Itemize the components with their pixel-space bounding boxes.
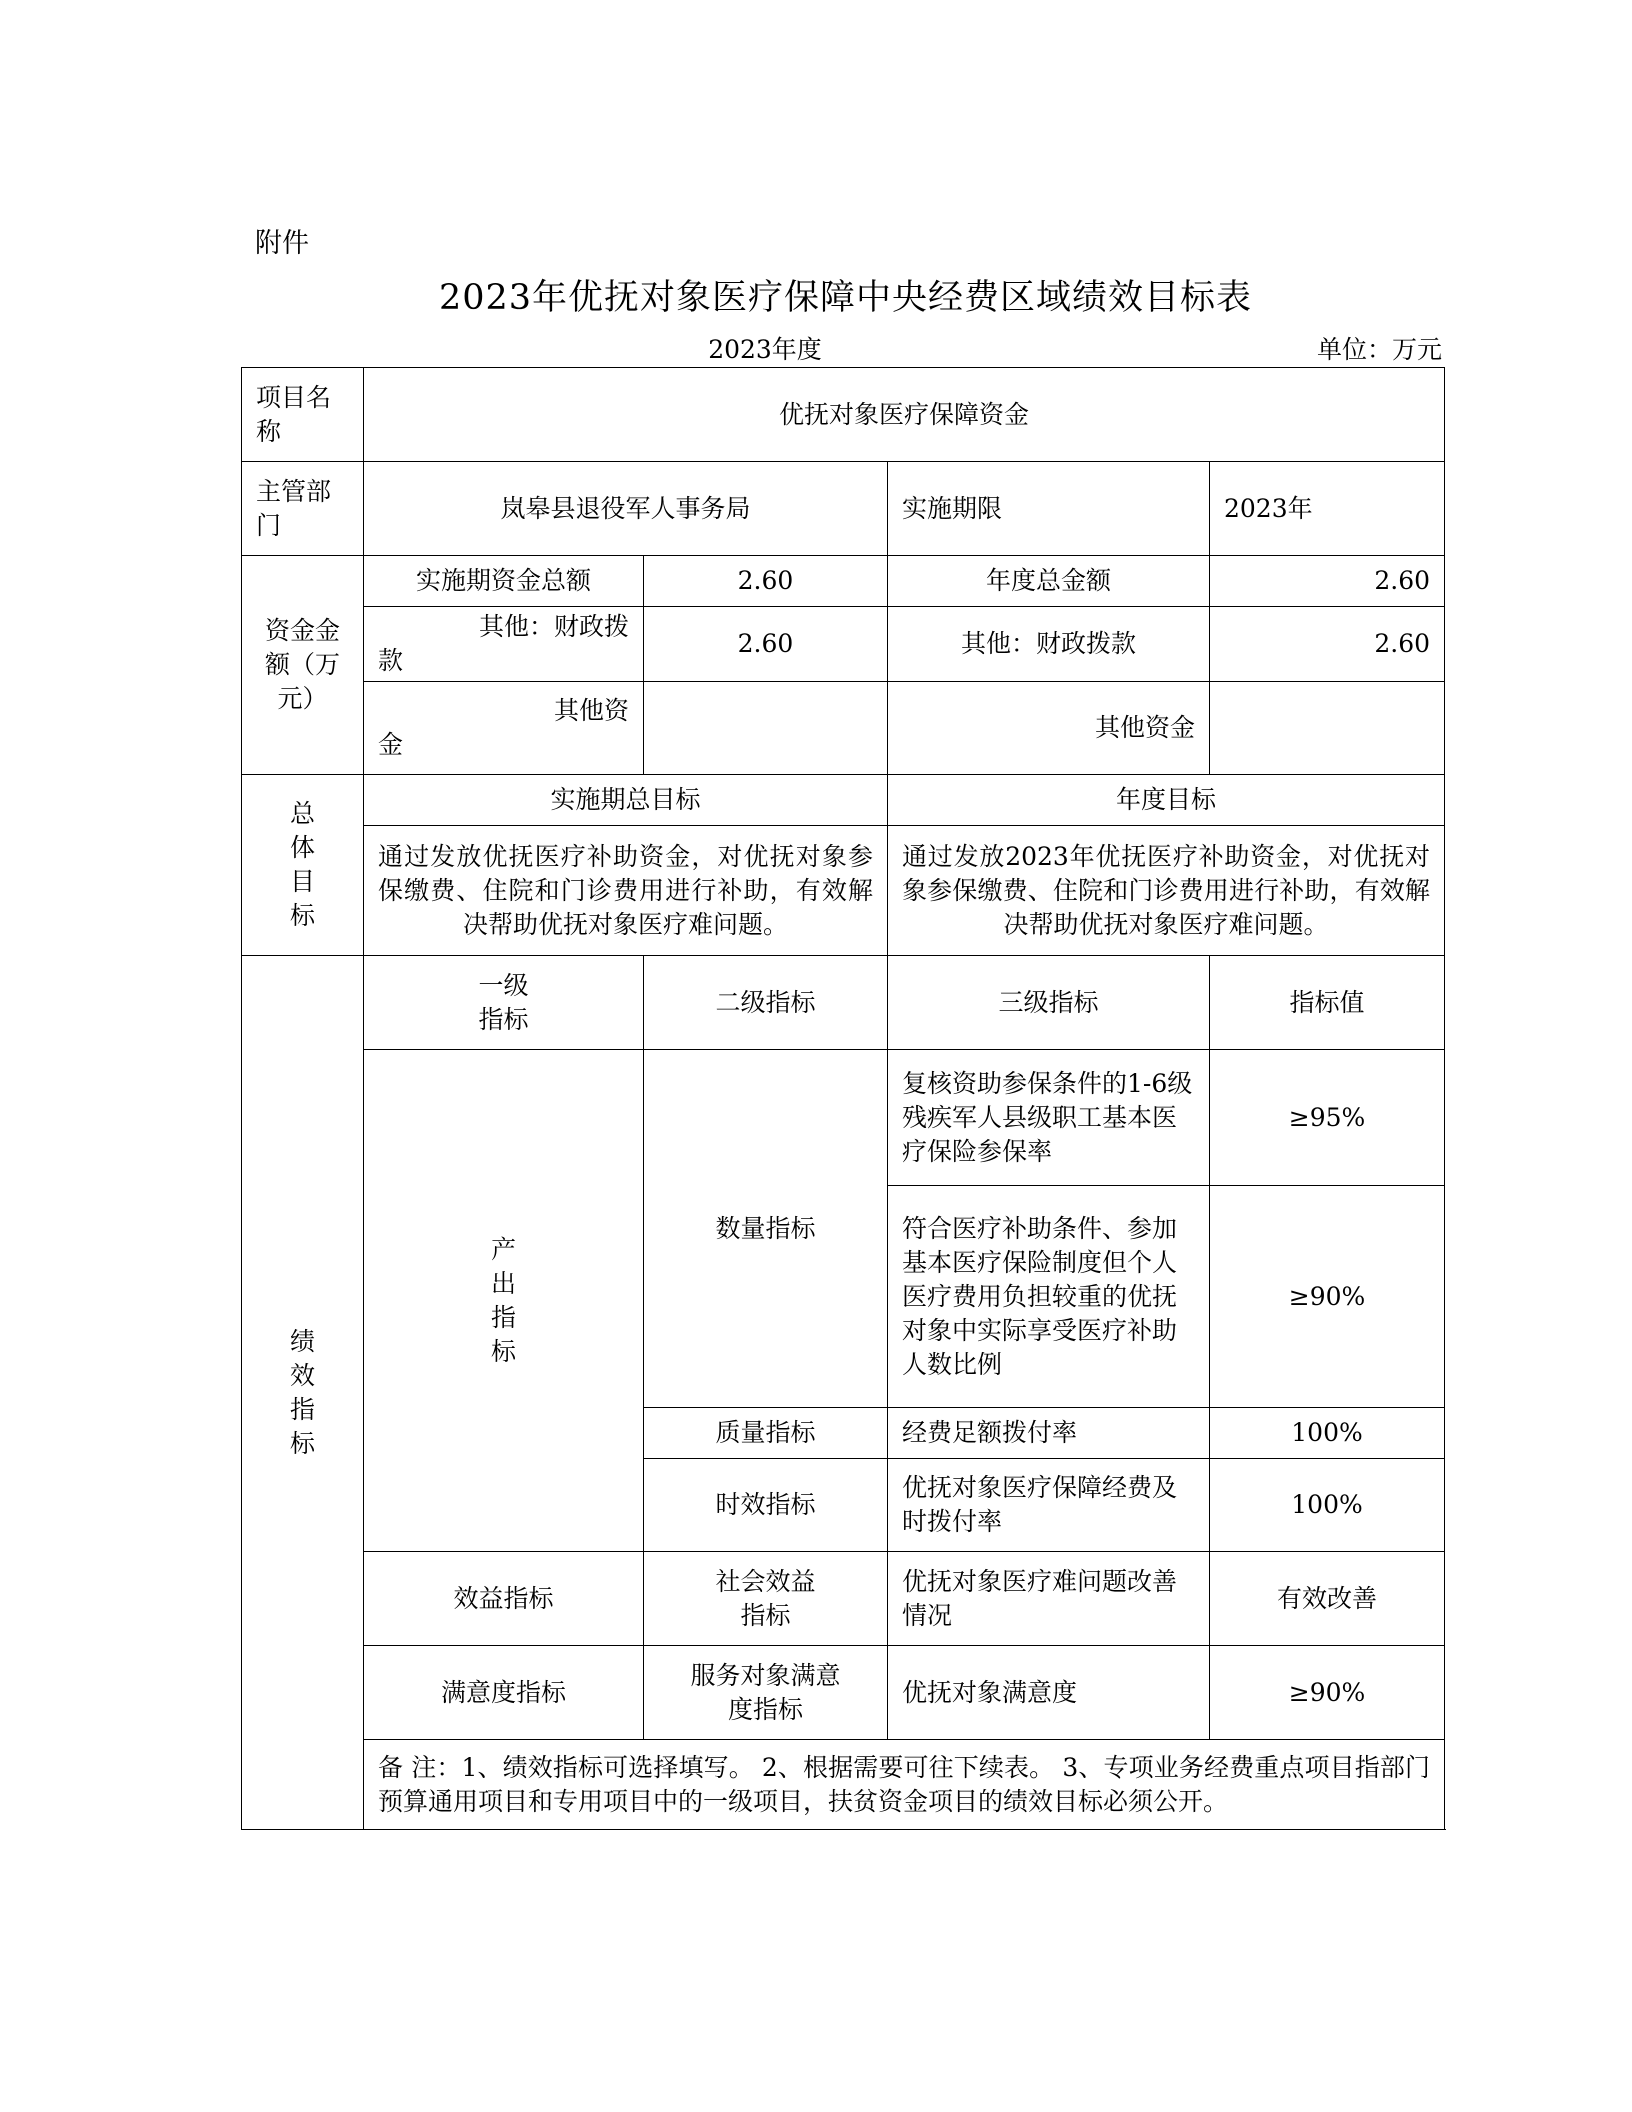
social-benefit-indicators xyxy=(644,1552,888,1646)
indicators-label xyxy=(242,956,364,1830)
social-benefit-value: 有效改善 xyxy=(1210,1552,1445,1646)
period-value: 2023年 xyxy=(1210,462,1445,556)
other-annual-label: 其他资金 xyxy=(888,682,1210,775)
project-name-value: 优抚对象医疗保障资金 xyxy=(364,368,1445,462)
satisfaction-indicators: 满意度指标 xyxy=(364,1646,644,1740)
fiscal-annual-label: 其他：财政拨款 xyxy=(888,607,1210,682)
overall-goals-label xyxy=(242,775,364,956)
department-value: 岚皋县退役军人事务局 xyxy=(364,462,888,556)
indicators-label-text: 绩效指标 xyxy=(289,1326,315,1458)
quality-item-value: 100% xyxy=(1210,1408,1445,1459)
social-benefit-item: 优抚对象医疗难问题改善情况 xyxy=(888,1552,1210,1646)
header-level2: 二级指标 xyxy=(644,956,888,1050)
period-label: 实施期限 xyxy=(888,462,1210,556)
page-title: 2023年优抚对象医疗保障中央经费区域绩效目标表 xyxy=(438,278,1253,318)
period-goal-text: 通过发放优抚医疗补助资金，对优抚对象参保缴费、住院和门诊费用进行补助，有效解决帮助优抚对象医疗难问题。 xyxy=(364,826,888,956)
quantity-indicators: 数量指标 xyxy=(644,1050,888,1408)
other-funds-label-line2: 金 xyxy=(378,730,404,759)
year-label: 2023年度 xyxy=(708,335,822,364)
department-label: 主管部门 xyxy=(242,462,364,556)
header-level1 xyxy=(364,956,644,1050)
header-level1-text: 一级指标 xyxy=(478,970,529,1034)
other-annual-value xyxy=(1210,682,1445,775)
quantity-item-2: 符合医疗补助条件、参加基本医疗保险制度但个人医疗费用负担较重的优抚对象中实际享受医疗补助人数比例 xyxy=(888,1186,1210,1408)
quantity-item-1: 复核资助参保条件的1-6级残疾军人县级职工基本医疗保险参保率 xyxy=(888,1050,1210,1186)
timeliness-indicators: 时效指标 xyxy=(644,1459,888,1552)
service-satisfaction-indicators-text: 服务对象满意度指标 xyxy=(690,1660,841,1724)
fiscal-funds-label-line2: 款 xyxy=(378,646,404,675)
annual-total-value: 2.60 xyxy=(1210,556,1445,607)
period-goal-header: 实施期总目标 xyxy=(364,775,888,826)
fiscal-annual-value: 2.60 xyxy=(1210,607,1445,682)
header-value: 指标值 xyxy=(1210,956,1445,1050)
annual-goal-text: 通过发放2023年优抚医疗补助资金，对优抚对象参保缴费、住院和门诊费用进行补助，有效解决帮助优抚对象医疗难问题。 xyxy=(888,826,1445,956)
table-note: 备 注：1、绩效指标可选择填写。 2、根据需要可往下续表。 3、专项业务经费重点项目指部门预算通用项目和专用项目中的一级项目，扶贫资金项目的绩效目标必须公开。 xyxy=(364,1740,1445,1830)
annual-goal-header: 年度目标 xyxy=(888,775,1445,826)
other-funds-label xyxy=(364,682,644,775)
timeliness-item: 优抚对象医疗保障经费及时拨付率 xyxy=(888,1459,1210,1552)
other-funds-label-line1: 其他资 xyxy=(553,696,629,725)
total-funds-value: 2.60 xyxy=(644,556,888,607)
fiscal-funds-label xyxy=(364,607,644,682)
fiscal-funds-label-line1: 其他：财政拨 xyxy=(478,612,629,641)
service-satisfaction-value: ≥90% xyxy=(1210,1646,1445,1740)
performance-target-table xyxy=(241,367,1445,1830)
header-level3: 三级指标 xyxy=(888,956,1210,1050)
output-indicators-text: 产出指标 xyxy=(490,1234,516,1366)
timeliness-item-value: 100% xyxy=(1210,1459,1445,1552)
funds-label: 资金金额（万元） xyxy=(242,556,364,775)
quality-indicators: 质量指标 xyxy=(644,1408,888,1459)
benefit-indicators: 效益指标 xyxy=(364,1552,644,1646)
total-funds-label: 实施期资金总额 xyxy=(364,556,644,607)
annual-total-label: 年度总金额 xyxy=(888,556,1210,607)
unit-label: 单位：万元 xyxy=(1316,335,1442,364)
service-satisfaction-indicators xyxy=(644,1646,888,1740)
output-indicators xyxy=(364,1050,644,1552)
overall-goals-label-text: 总体目标 xyxy=(289,799,315,930)
project-name-label: 项目名称 xyxy=(242,368,364,462)
quantity-item-2-value: ≥90% xyxy=(1210,1186,1445,1408)
other-funds-value xyxy=(644,682,888,775)
social-benefit-indicators-text: 社会效益指标 xyxy=(715,1566,816,1630)
quantity-item-1-value: ≥95% xyxy=(1210,1050,1445,1186)
service-satisfaction-item: 优抚对象满意度 xyxy=(888,1646,1210,1740)
attachment-label: 附件 xyxy=(255,228,309,259)
fiscal-funds-value: 2.60 xyxy=(644,607,888,682)
quality-item: 经费足额拨付率 xyxy=(888,1408,1210,1459)
